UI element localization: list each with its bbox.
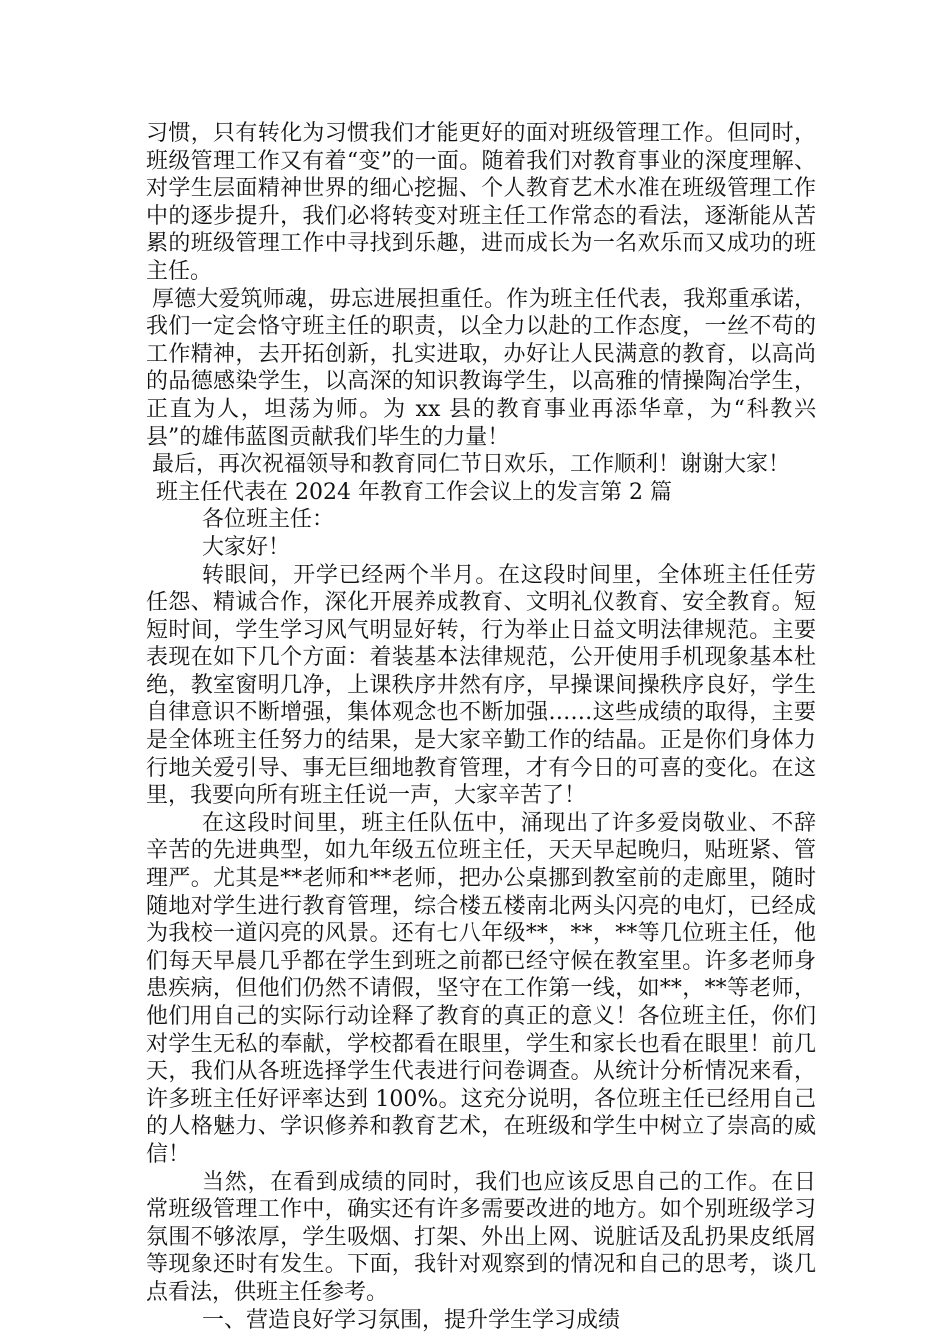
paragraph-role-models: 在这段时间里，班主任队伍中，涌现出了许多爱岗敬业、不辞辛苦的先进典型，如九年级五位班主任，天天早起晚归，贴班紧、管理严。尤其是**老师和**老师，把办公桌挪到教室前的走廊里，随时随地对学生进行教育管理，综合楼五楼南北两头闪亮的电灯，已经成为我校一道闪亮的风景。还有七八年级**，**，**等几位班主任，他们每天早晨几乎都在学生到班之前都已经守候在教室里。许多老师身患疾病，但他们仍然不请假，坚守在工作第一线，如**，**等老师，他们用自己的实际行动诠释了教育的真正的意义！各位班主任，你们对学生无私的奉献，学校都看在眼里，学生和家长也看在眼里！前几天，我们从各班选择学生代表进行问卷调查。从统计分析情况来看，许多班主任好评率达到 100%。这充分说明，各位班主任已经用自己的人格魅力、学识修养和教育艺术，在班级和学生中树立了崇高的威信！ [146, 810, 816, 1167]
greeting: 大家好！ [202, 534, 291, 560]
paragraph-closing-wishes: 最后，再次祝福领导和教育同仁节日欢乐，工作顺利！谢谢大家！ [152, 452, 791, 478]
paragraph-achievements: 转眼间，开学已经两个半月。在这段时间里，全体班主任任劳任怨、精诚合作，深化开展养成教育、文明礼仪教育、安全教育。短短时间，学生学习风气明显好转，行为举止日益文明法律规范。主要表现在如下几个方面：着装基本法律规范，公开使用手机现象基本杜绝，教室窗明几净，上课秩序井然有序，早操课间操秩序良好，学生自律意识不断增强，集体观念也不断加强……这些成绩的取得，主要是全体班主任努力的结果，是大家辛勤工作的结晶。正是你们身体力行地关爱引导、事无巨细地教育管理，才有今日的可喜的变化。在这里，我要向所有班主任说一声，大家辛苦了！ [146, 562, 816, 809]
document-body [146, 120, 816, 1334]
paragraph-commitment: 厚德大爱筑师魂，毋忘进展担重任。作为班主任代表，我郑重承诺，我们一定会恪守班主任的职责，以全力以赴的工作态度，一丝不苟的工作精神，去开拓创新，扎实进取，办好让人民满意的教育，以高尚的品德感染学生，以高深的知识教诲学生，以高雅的情操陶冶学生，正直为人，坦荡为师。为 xx 县的教育事业再添华章，为“科教兴县”的雄伟蓝图贡献我们毕生的力量！ [146, 286, 816, 450]
paragraph-reflection: 当然，在看到成绩的同时，我们也应该反思自己的工作。在日常班级管理工作中，确实还有许多需要改进的地方。如个别班级学习氛围不够浓厚，学生吸烟、打架、外出上网、说脏话及乱扔果皮纸屑等现象还时有发生。下面，我针对观察到的情况和自己的思考，谈几点看法，供班主任参考。 [146, 1169, 816, 1305]
section-title: 班主任代表在 2024 年教育工作会议上的发言第 2 篇 [156, 479, 672, 505]
paragraph-habit-continuation: 习惯，只有转化为习惯我们才能更好的面对班级管理工作。但同时，班级管理工作又有着“变”的一面。随着我们对教育事业的深度理解、对学生层面精神世界的细心挖掘、个人教育艺术水准在班级管理工作中的逐步提升，我们必将转变对班主任工作常态的看法，逐渐能从苦累的班级管理工作中寻找到乐趣，进而成长为一名欢乐而又成功的班主任。 [146, 121, 816, 284]
salutation: 各位班主任： [202, 507, 335, 533]
heading-first-point: 一、营造良好学习氛围，提升学生学习成绩 [202, 1307, 621, 1333]
